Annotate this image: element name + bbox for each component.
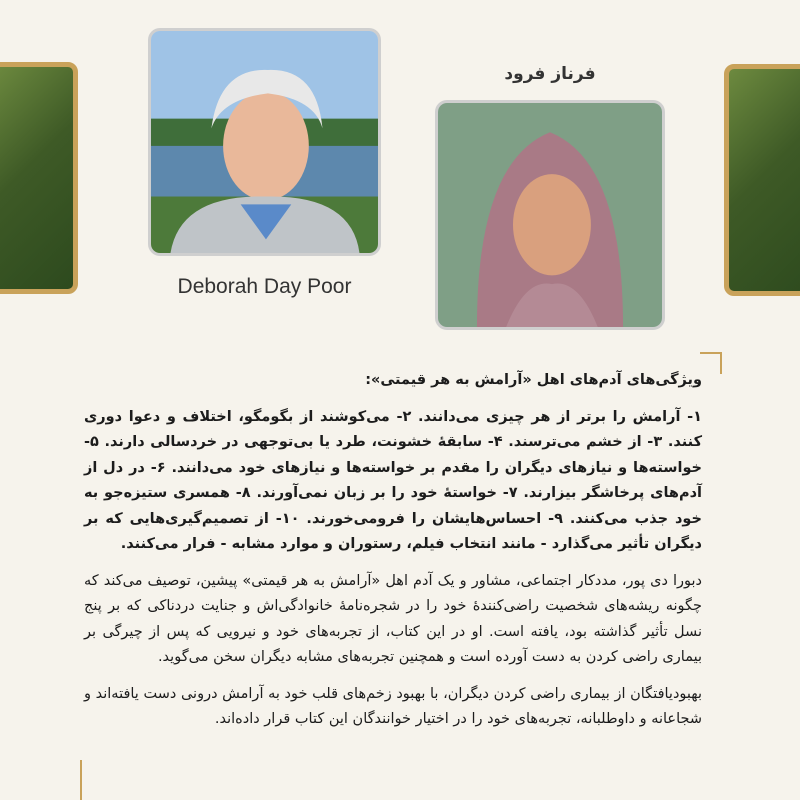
- author-name-deborah: Deborah Day Poor: [177, 275, 352, 298]
- author-photo-farnaz: [435, 100, 665, 330]
- decorative-bracket: [700, 352, 722, 374]
- decorative-panel-left: [0, 62, 78, 294]
- author-name-farnaz: فرناز فرود: [504, 64, 596, 84]
- features-heading: ویژگی‌های آدم‌های اهل «آرامش به هر قیمتی»:: [365, 372, 702, 388]
- author-photo-deborah: [148, 28, 381, 256]
- decorative-panel-right: [724, 64, 800, 296]
- features-list: ۱- آرامش را برتر از هر چیزی می‌دانند. ۲- می‌کوشند از بگومگو، اختلاف و دعوا دوری کنند. ۳- از خشم می‌ترسند. ۴- سابقهٔ خشونت، طرد یا بی‌توجهی در خردسالی دارند. ۵- خواسته‌ها و نیازهای دیگران را مقدم بر خواسته‌ها و نیازهای خود می‌دانند. ۶- در دل از آدم‌های پرخاشگر بیزارند. ۷- خواستهٔ خود را بر زبان نمی‌آورند. ۸- همسری ستیزه‌جو به خود جذب می‌کنند. ۹- احساس‌هایشان را فرومی‌خورند. ۱۰- از تصمیم‌گیری‌هایی که بر دیگران تأثیر می‌گذارد - مانند انتخاب فیلم، رستوران و موارد مشابه - فرار می‌کنند.: [84, 408, 703, 552]
- back-cover-text: [84, 368, 702, 744]
- description-paragraph: دبورا دی پور، مددکار اجتماعی، مشاور و یک آدم اهل «آرامش به هر قیمتی» پیشین، توصیف می‌کند که چگونه ریشه‌های شخصیت راضی‌کنندهٔ خود را در شجره‌نامهٔ خانوادگی‌اش و جنایت دردناکی که بر پنج نسل تأثیر گذاشته بود، یافته است. او در این کتاب، از تجربه‌های خود و نیرویی که پس از چیرگی بر بیماری راضی کردن به دست آورده است و همچنین تجربه‌های مشابه دیگران سخن می‌گوید.: [84, 572, 702, 665]
- closing-paragraph: بهبودیافتگان از بیماری راضی کردن دیگران، با بهبود زخم‌های قلب خود به آرامش درونی دست یافته‌اند و شجاعانه و داوطلبانه، تجربه‌های خود را در اختیار خوانندگان این کتاب قرار داده‌اند.: [84, 685, 702, 727]
- decorative-bracket: [80, 760, 102, 800]
